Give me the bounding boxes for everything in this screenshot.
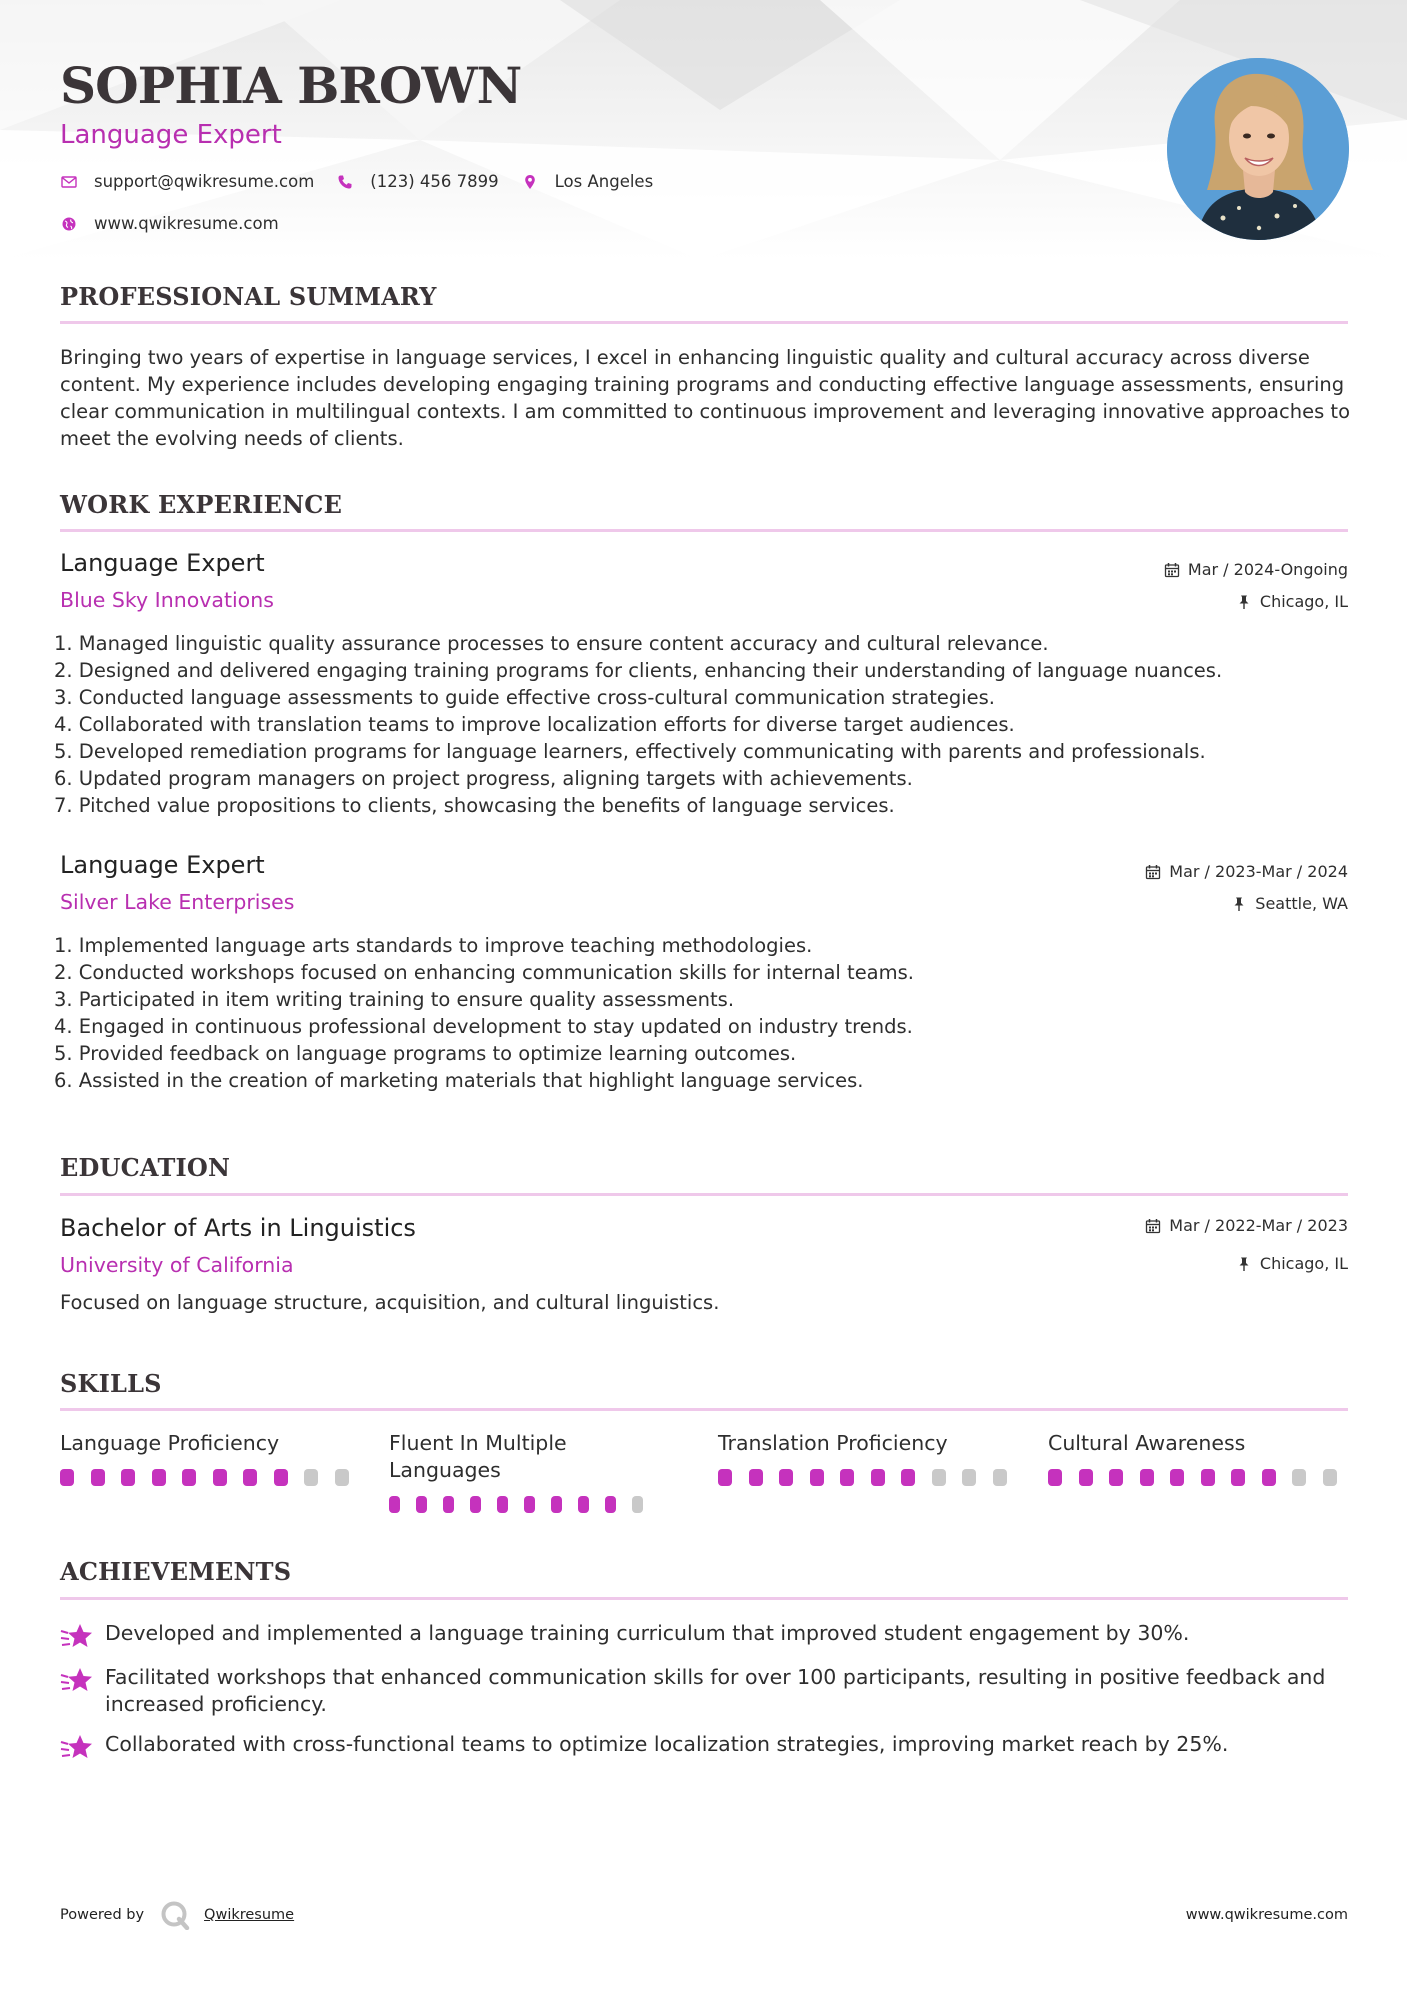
envelope-icon [60, 173, 78, 191]
achievement-text: Collaborated with cross-functional teams to optimize localization strategies, improving market reach by 25%. [105, 1732, 1229, 1756]
skill-item [1048, 1430, 1353, 1486]
skill-name: Language Proficiency [60, 1431, 280, 1455]
section-title-achievements: ACHIEVEMENTS [60, 1557, 292, 1586]
job-company: Blue Sky Innovations [60, 588, 274, 612]
candidate-title: Language Expert [60, 120, 282, 150]
job-dates [1164, 560, 1348, 579]
school-name: University of California [60, 1253, 294, 1277]
skill-dot-filled [749, 1469, 763, 1486]
skill-dot-filled [152, 1469, 166, 1486]
section-divider [60, 1408, 1348, 1411]
skill-dot-empty [335, 1469, 349, 1486]
degree-title: Bachelor of Arts in Linguistics [60, 1214, 416, 1242]
skill-dot-filled [1140, 1469, 1154, 1486]
shooting-star-icon [60, 1666, 92, 1696]
skill-dot-empty [304, 1469, 318, 1486]
footer-branding [60, 1900, 294, 1930]
contact-row-secondary [60, 214, 301, 233]
pushpin-icon [1236, 1256, 1252, 1272]
skill-dot-filled [718, 1469, 732, 1486]
skill-dot-filled [779, 1469, 793, 1486]
achievement-item [60, 1664, 1350, 1718]
skill-dot-filled [901, 1469, 915, 1486]
list-item: 6. Updated program managers on project progress, aligning targets with achievements. [54, 767, 913, 790]
list-item: 7. Pitched value propositions to clients, showcasing the benefits of language services. [54, 794, 895, 817]
achievement-text: Facilitated workshops that enhanced communication skills for over 100 participants, resulting in positive feedback and increased proficiency. [105, 1665, 1326, 1716]
job-bullets [54, 932, 1354, 1094]
achievement-item [60, 1620, 1350, 1652]
pushpin-icon [1236, 594, 1252, 610]
skill-rating [389, 1496, 659, 1513]
job-dates-text: Mar / 2024-Ongoing [1187, 560, 1348, 579]
section-divider [60, 1597, 1348, 1600]
list-item: 2. Conducted workshops focused on enhancing communication skills for internal teams. [54, 961, 914, 984]
section-title-education: EDUCATION [60, 1153, 231, 1182]
email-text: support@qwikresume.com [94, 172, 315, 191]
list-item: 2. Designed and delivered engaging training programs for clients, enhancing their understanding of language nuances. [54, 659, 1223, 682]
achievement-item [60, 1731, 1350, 1763]
pushpin-icon [1231, 896, 1247, 912]
powered-by-label: Powered by [60, 1907, 145, 1923]
job-dates-text: Mar / 2023-Mar / 2024 [1169, 862, 1348, 881]
skill-dot-filled [871, 1469, 885, 1486]
calendar-icon [1164, 562, 1180, 578]
profile-photo [1167, 58, 1349, 240]
education-location [1236, 1254, 1348, 1273]
job-location [1231, 894, 1348, 913]
job-title: Language Expert [60, 851, 265, 879]
job-location-text: Chicago, IL [1259, 592, 1348, 611]
section-title-summary: PROFESSIONAL SUMMARY [60, 282, 437, 311]
skill-dot-filled [416, 1496, 427, 1513]
skill-item [389, 1430, 659, 1513]
skill-name: Fluent In Multiple Languages [389, 1431, 567, 1482]
skill-dot-empty [1323, 1469, 1337, 1486]
skill-dot-filled [1201, 1469, 1215, 1486]
skill-dot-filled [524, 1496, 535, 1513]
qwikresume-link[interactable]: Qwikresume [204, 1907, 295, 1923]
calendar-icon [1145, 1218, 1161, 1234]
skill-dot-filled [243, 1469, 257, 1486]
job-location-text: Seattle, WA [1255, 894, 1348, 913]
skill-dot-filled [1109, 1469, 1123, 1486]
job-dates [1145, 862, 1348, 881]
skill-rating [1048, 1469, 1353, 1486]
list-item: 5. Provided feedback on language programs to optimize learning outcomes. [54, 1042, 797, 1065]
skill-dot-empty [993, 1469, 1007, 1486]
skill-dot-filled [213, 1469, 227, 1486]
phone-text: (123) 456 7899 [370, 172, 499, 191]
job-bullets [54, 630, 1354, 819]
summary-paragraph: Bringing two years of expertise in language services, I excel in enhancing linguistic quality and cultural accuracy across diverse content. My experience includes developing engaging training programs and conducting effective language assessments, ensuring clear communication in multilingual contexts. I am committed to continuous improvement and leveraging innovative approaches to meet the evolving needs of clients. [60, 346, 1351, 450]
skill-name: Cultural Awareness [1048, 1431, 1246, 1455]
phone-icon [336, 173, 354, 191]
skill-rating [60, 1469, 365, 1486]
education-dates-text: Mar / 2022-Mar / 2023 [1169, 1216, 1348, 1235]
candidate-name: SOPHIA BROWN [60, 56, 522, 115]
education-dates [1145, 1216, 1348, 1235]
skill-name: Translation Proficiency [718, 1431, 948, 1455]
calendar-icon [1145, 864, 1161, 880]
skill-dot-filled [274, 1469, 288, 1486]
job-title: Language Expert [60, 549, 265, 577]
skill-dot-filled [840, 1469, 854, 1486]
skill-dot-empty [632, 1496, 643, 1513]
skill-item [718, 1430, 1023, 1486]
achievement-text: Developed and implemented a language training curriculum that improved student engagement by 30%. [105, 1621, 1190, 1645]
section-title-skills: SKILLS [60, 1369, 162, 1398]
footer-website-link[interactable]: www.qwikresume.com [1185, 1907, 1348, 1923]
skill-item [60, 1430, 365, 1486]
skill-dot-filled [1231, 1469, 1245, 1486]
skill-dot-filled [551, 1496, 562, 1513]
skill-dot-filled [810, 1469, 824, 1486]
list-item: 3. Participated in item writing training to ensure quality assessments. [54, 988, 735, 1011]
skill-dot-empty [1292, 1469, 1306, 1486]
contact-location [521, 172, 654, 191]
skill-dot-filled [121, 1469, 135, 1486]
contact-email[interactable] [60, 172, 314, 191]
skill-dot-filled [1079, 1469, 1093, 1486]
list-item: 1. Managed linguistic quality assurance processes to ensure content accuracy and cultural relevance. [54, 632, 1049, 655]
skill-dot-filled [389, 1496, 400, 1513]
job-location [1236, 592, 1348, 611]
skill-dot-filled [60, 1469, 74, 1486]
contact-website[interactable] [60, 214, 279, 233]
skill-dot-filled [470, 1496, 481, 1513]
list-item: 4. Engaged in continuous professional development to stay updated on industry trends. [54, 1015, 913, 1038]
skill-dot-filled [91, 1469, 105, 1486]
section-title-work: WORK EXPERIENCE [60, 490, 343, 519]
education-location-text: Chicago, IL [1259, 1254, 1348, 1273]
contact-phone[interactable] [336, 172, 498, 191]
website-text: www.qwikresume.com [94, 214, 279, 233]
job-company: Silver Lake Enterprises [60, 890, 295, 914]
list-item: 5. Developed remediation programs for language learners, effectively communicating with parents and professionals. [54, 740, 1206, 763]
location-text: Los Angeles [554, 172, 654, 191]
list-item: 4. Collaborated with translation teams to improve localization efforts for diverse target audiences. [54, 713, 1015, 736]
shooting-star-icon [60, 1622, 92, 1652]
globe-icon [60, 215, 78, 233]
list-item: 1. Implemented language arts standards to improve teaching methodologies. [54, 934, 813, 957]
section-divider [60, 321, 1348, 324]
skill-dot-filled [443, 1496, 454, 1513]
list-item: 6. Assisted in the creation of marketing materials that highlight language services. [54, 1069, 864, 1092]
skill-dot-filled [1048, 1469, 1062, 1486]
skill-rating [718, 1469, 1023, 1486]
qwikresume-logo-icon [160, 1900, 190, 1930]
skill-dot-filled [605, 1496, 616, 1513]
skill-dot-filled [497, 1496, 508, 1513]
skill-dot-empty [962, 1469, 976, 1486]
skill-dot-filled [1170, 1469, 1184, 1486]
section-divider [60, 1193, 1348, 1196]
skill-dot-filled [1262, 1469, 1276, 1486]
skill-dot-filled [578, 1496, 589, 1513]
skill-dot-filled [182, 1469, 196, 1486]
education-description: Focused on language structure, acquisition, and cultural linguistics. [60, 1291, 720, 1314]
contact-row-primary [60, 172, 675, 191]
map-pin-icon [521, 173, 539, 191]
skill-dot-empty [932, 1469, 946, 1486]
shooting-star-icon [60, 1733, 92, 1763]
section-divider [60, 529, 1348, 532]
list-item: 3. Conducted language assessments to guide effective cross-cultural communication strategies. [54, 686, 996, 709]
